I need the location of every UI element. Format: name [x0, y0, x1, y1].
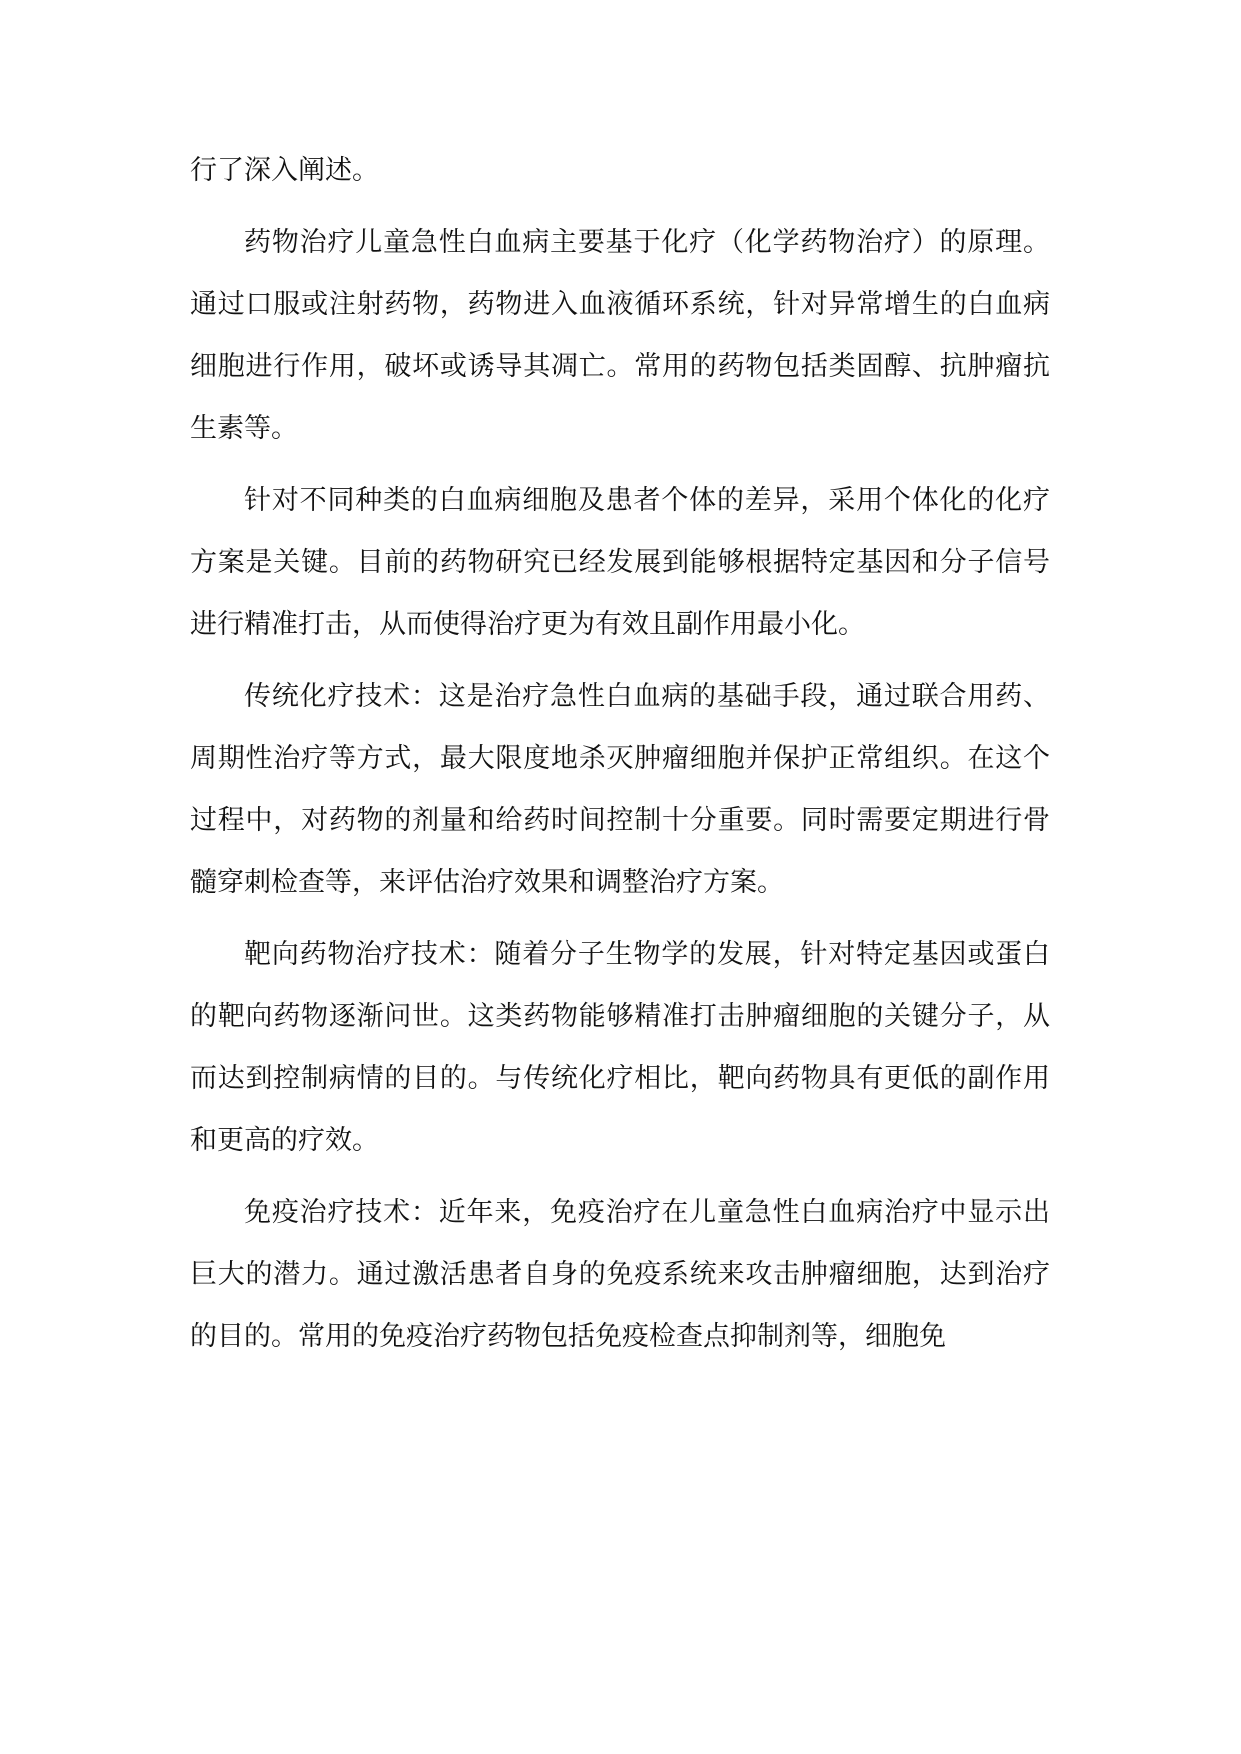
- document-body: [190, 140, 1050, 1378]
- paragraph-targeted-therapy: 靶向药物治疗技术：随着分子生物学的发展，针对特定基因或蛋白的靶向药物逐渐问世。这类药物能够精准打击肿瘤细胞的关键分子，从而达到控制病情的目的。与传统化疗相比，靶向药物具有更低的副作用和更高的疗效。: [190, 939, 1050, 1156]
- paragraph-continuation: 行了深入阐述。: [190, 155, 379, 186]
- paragraph-traditional-chemotherapy: 传统化疗技术：这是治疗急性白血病的基础手段，通过联合用药、周期性治疗等方式，最大限度地杀灭肿瘤细胞并保护正常组织。在这个过程中，对药物的剂量和给药时间控制十分重要。同时需要定期进行骨髓穿刺检查等，来评估治疗效果和调整治疗方案。: [190, 681, 1050, 898]
- paragraph-immunotherapy: 免疫治疗技术：近年来，免疫治疗在儿童急性白血病治疗中显示出巨大的潜力。通过激活患者自身的免疫系统来攻击肿瘤细胞，达到治疗的目的。常用的免疫治疗药物包括免疫检查点抑制剂等，细胞免: [190, 1197, 1050, 1352]
- paragraph-chemotherapy-principle: 药物治疗儿童急性白血病主要基于化疗（化学药物治疗）的原理。通过口服或注射药物，药物进入血液循环系统，针对异常增生的白血病细胞进行作用，破坏或诱导其凋亡。常用的药物包括类固醇、抗肿瘤抗生素等。: [190, 227, 1050, 444]
- paragraph-individualized-therapy: 针对不同种类的白血病细胞及患者个体的差异，采用个体化的化疗方案是关键。目前的药物研究已经发展到能够根据特定基因和分子信号进行精准打击，从而使得治疗更为有效且副作用最小化。: [190, 485, 1050, 640]
